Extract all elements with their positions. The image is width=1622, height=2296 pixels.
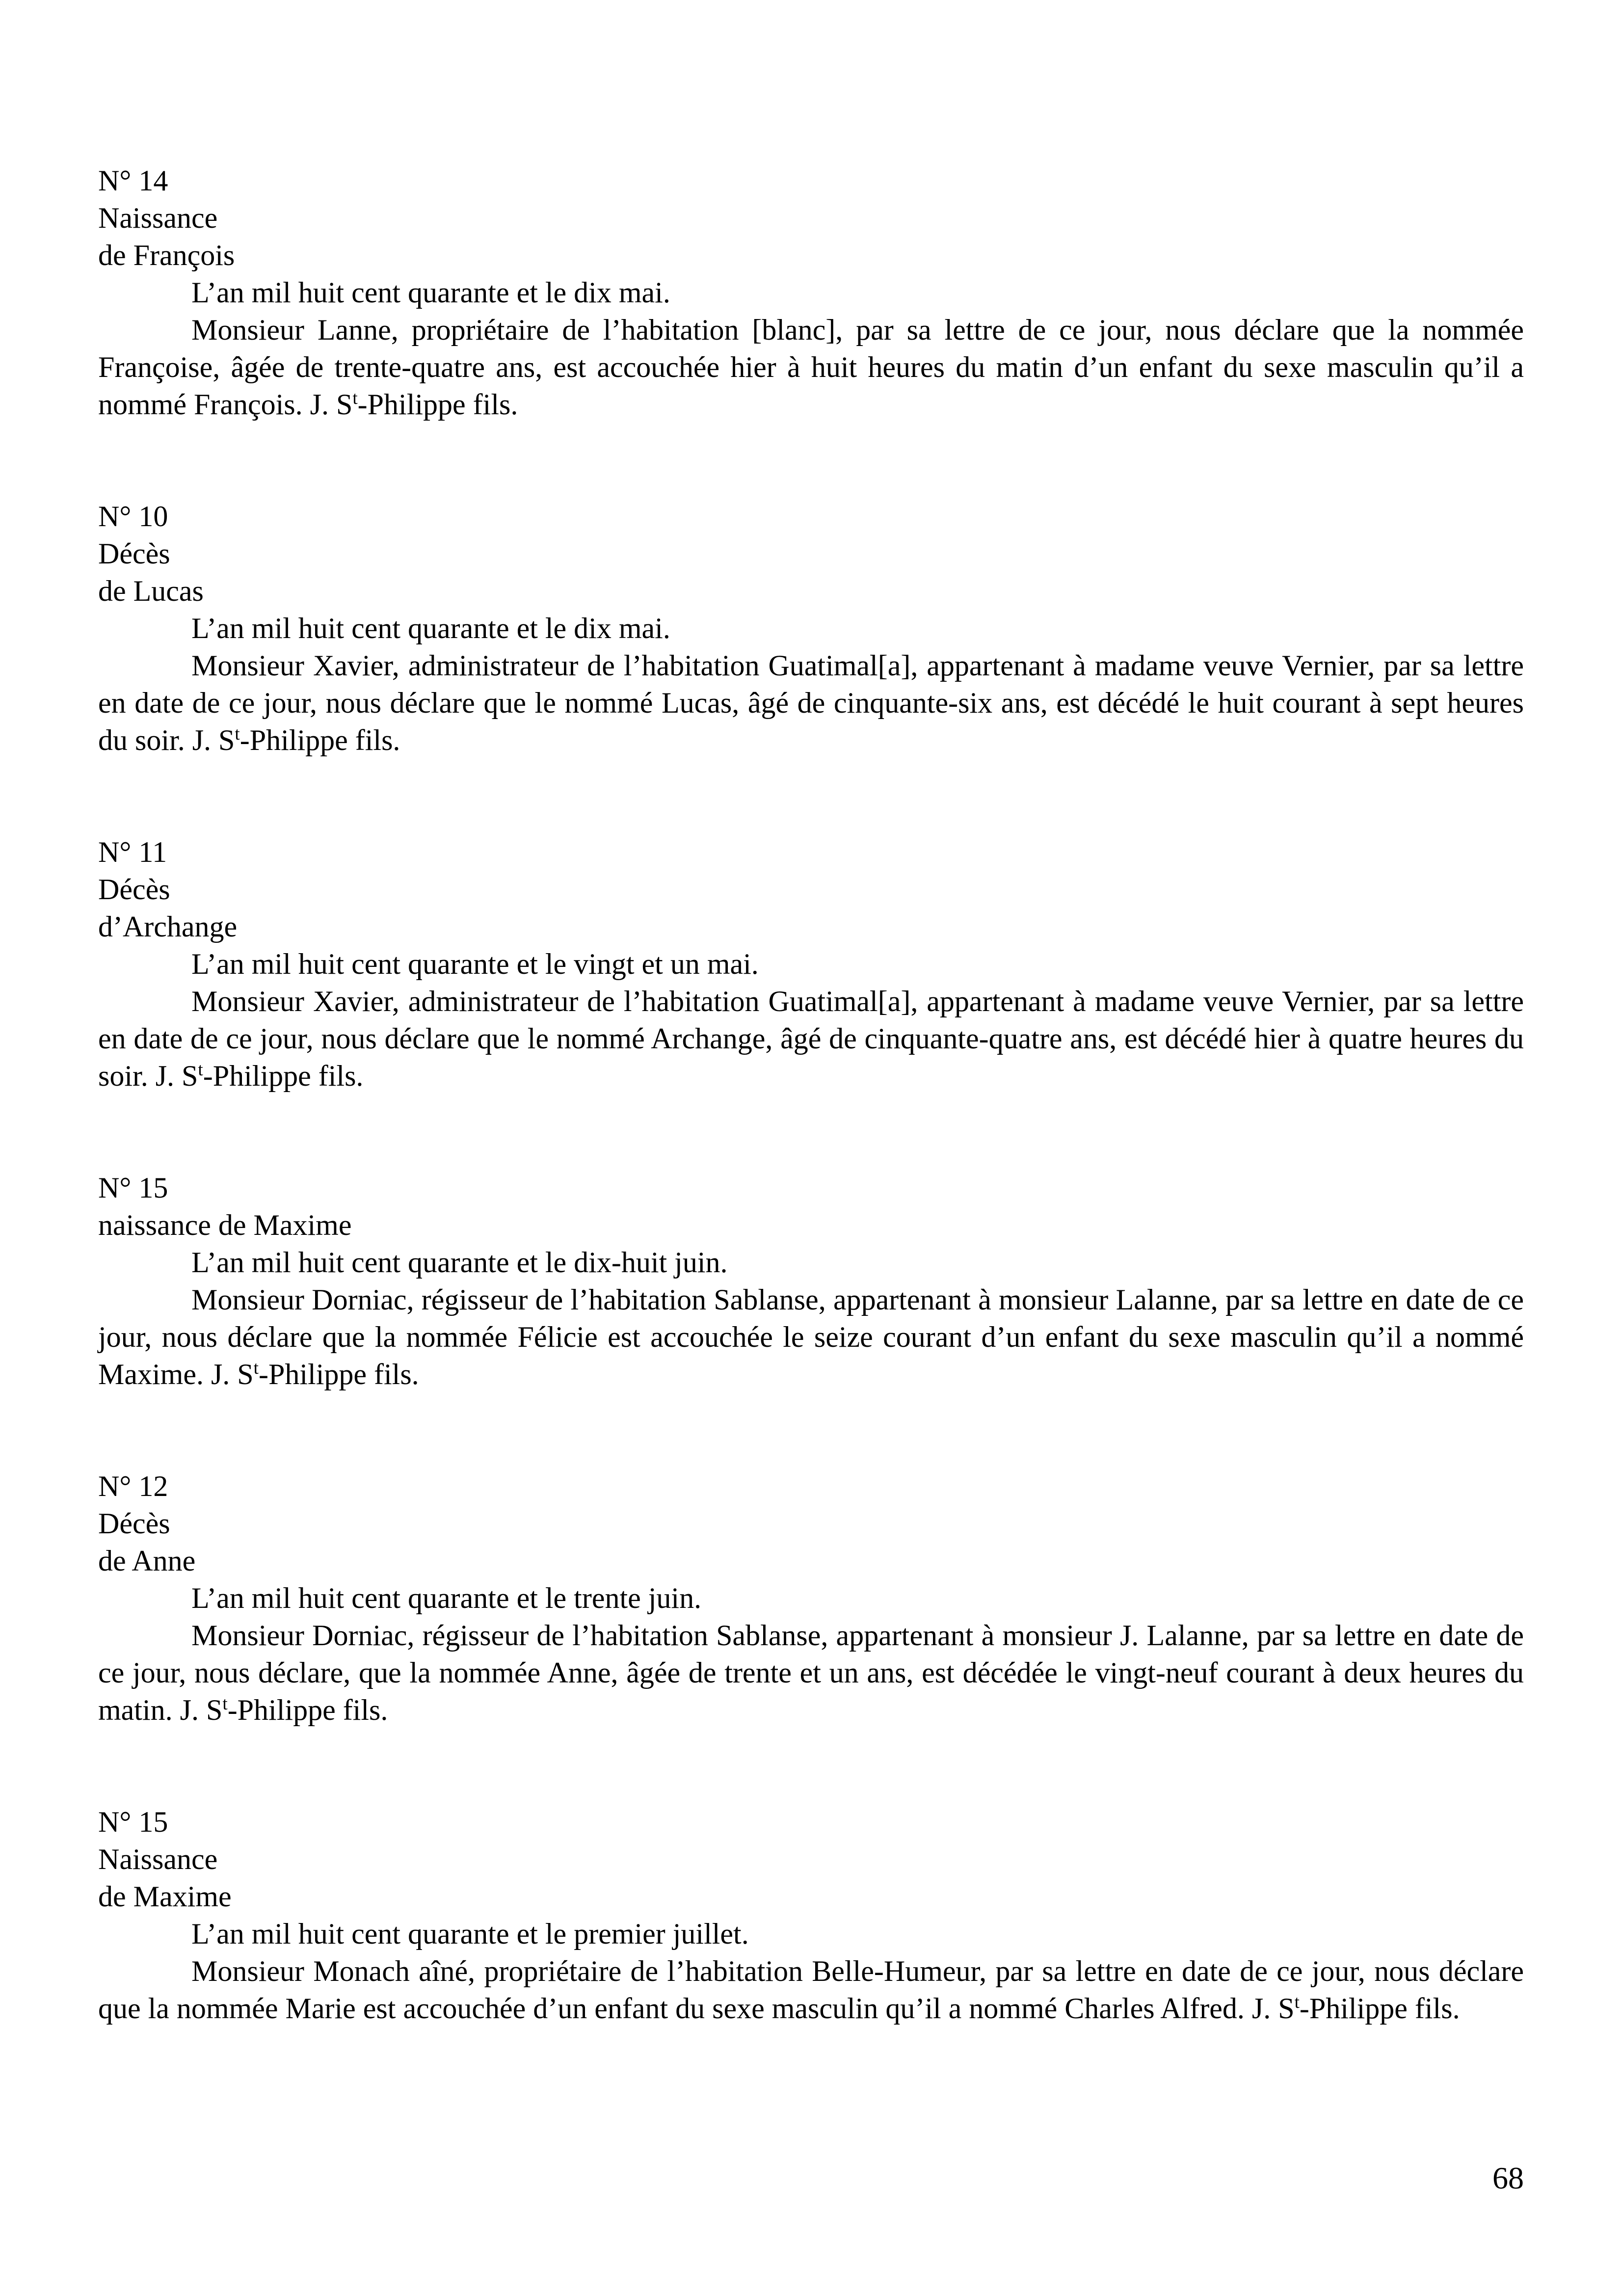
signature-superscript: t	[1294, 1992, 1300, 2012]
signature-superscript: t	[222, 1694, 228, 1714]
record-title-line: de Anne	[98, 1545, 196, 1577]
signature-rest: -Philippe fils.	[259, 1358, 419, 1390]
record-n15-naissance-charles-alfred	[98, 1803, 1524, 2027]
signature-rest: -Philippe fils.	[239, 724, 400, 756]
record-body	[98, 311, 1524, 423]
record-body-text: Monsieur Monach aîné, propriétaire de l’habitation Belle-Humeur, par sa lettre en date de ce jour, nous déclare que la nommée Marie est accouchée d’un enfant du sexe masculin qu’il a nommé Charles Alfred. J. S	[98, 1955, 1524, 2025]
record-body-text: Monsieur Lanne, propriétaire de l’habitation [blanc], par sa lettre de ce jour, nous déclare que la nommée Françoise, âgée de trente-quatre ans, est accouchée hier à huit heures du matin d’un enfant du sexe masculin qu’il a nommé François. J. S	[98, 314, 1524, 421]
record-date-line: L’an mil huit cent quarante et le vingt et un mai.	[191, 948, 759, 980]
record-title-line: Décès	[98, 1507, 170, 1540]
record-title-line: de Maxime	[98, 1880, 232, 1913]
record-title-line: de Lucas	[98, 575, 204, 607]
record-n14-naissance-francois	[98, 162, 1524, 423]
signature-superscript: t	[253, 1358, 259, 1378]
signature-rest: -Philippe fils.	[357, 388, 518, 421]
record-date-line: L’an mil huit cent quarante et le premier juillet.	[191, 1918, 749, 1950]
record-number: N° 15	[98, 1172, 168, 1204]
record-body	[98, 1281, 1524, 1393]
record-body-text: Monsieur Xavier, administrateur de l’habitation Guatimal[a], appartenant à madame veuve Vernier, par sa lettre en date de ce jour, nous déclare que le nommé Lucas, âgé de cinquante-six ans, est décédé le huit courant à sept heures du soir. J. S	[98, 649, 1524, 756]
record-date-line: L’an mil huit cent quarante et le dix-huit juin.	[191, 1246, 728, 1279]
record-number: N° 15	[98, 1806, 168, 1838]
record-n11-deces-archange	[98, 833, 1524, 1095]
record-n10-deces-lucas	[98, 498, 1524, 759]
record-number: N° 14	[98, 164, 168, 197]
record-title-line: d’Archange	[98, 910, 238, 943]
record-number: N° 10	[98, 500, 168, 533]
record-n12-deces-anne	[98, 1468, 1524, 1729]
record-body	[98, 647, 1524, 759]
record-date-line: L’an mil huit cent quarante et le dix mai.	[191, 612, 670, 644]
record-date-line: L’an mil huit cent quarante et le trente juin.	[191, 1582, 702, 1614]
signature-superscript: t	[235, 724, 240, 744]
signature-rest: -Philippe fils.	[227, 1694, 388, 1726]
record-body	[98, 1617, 1524, 1729]
signature-rest: -Philippe fils.	[1299, 1992, 1460, 2025]
record-n15-naissance-maxime	[98, 1169, 1524, 1393]
record-number: N° 11	[98, 836, 167, 868]
record-body-text: Monsieur Dorniac, régisseur de l’habitation Sablanse, appartenant à monsieur Lalanne, par sa lettre en date de ce jour, nous déclare que la nommée Félicie est accouchée le seize courant d’un enfant du sexe masculin qu’il a nommé Maxime. J. S	[98, 1283, 1524, 1390]
record-body	[98, 1952, 1524, 2027]
signature-superscript: t	[352, 388, 358, 408]
page-number: 68	[1492, 2161, 1524, 2195]
record-number: N° 12	[98, 1470, 168, 1502]
record-title-line: de François	[98, 239, 235, 271]
record-body-text: Monsieur Dorniac, régisseur de l’habitation Sablanse, appartenant à monsieur J. Lalanne, par sa lettre en date de ce jour, nous déclare, que la nommée Anne, âgée de trente et un ans, est décédée le vingt-neuf courant à deux heures du matin. J. S	[98, 1619, 1524, 1726]
record-title-line: naissance de Maxime	[98, 1209, 352, 1241]
record-title-line: Naissance	[98, 1843, 218, 1875]
signature-rest: -Philippe fils.	[203, 1060, 364, 1092]
record-title-line: Naissance	[98, 202, 218, 234]
record-body	[98, 983, 1524, 1095]
record-title-line: Décès	[98, 873, 170, 906]
record-date-line: L’an mil huit cent quarante et le dix mai.	[191, 276, 670, 309]
record-body-text: Monsieur Xavier, administrateur de l’habitation Guatimal[a], appartenant à madame veuve Vernier, par sa lettre en date de ce jour, nous déclare que le nommé Archange, âgé de cinquante-quatre ans, est décédé hier à quatre heures du soir. J. S	[98, 985, 1524, 1092]
record-title-line: Décès	[98, 537, 170, 570]
signature-superscript: t	[198, 1060, 203, 1080]
